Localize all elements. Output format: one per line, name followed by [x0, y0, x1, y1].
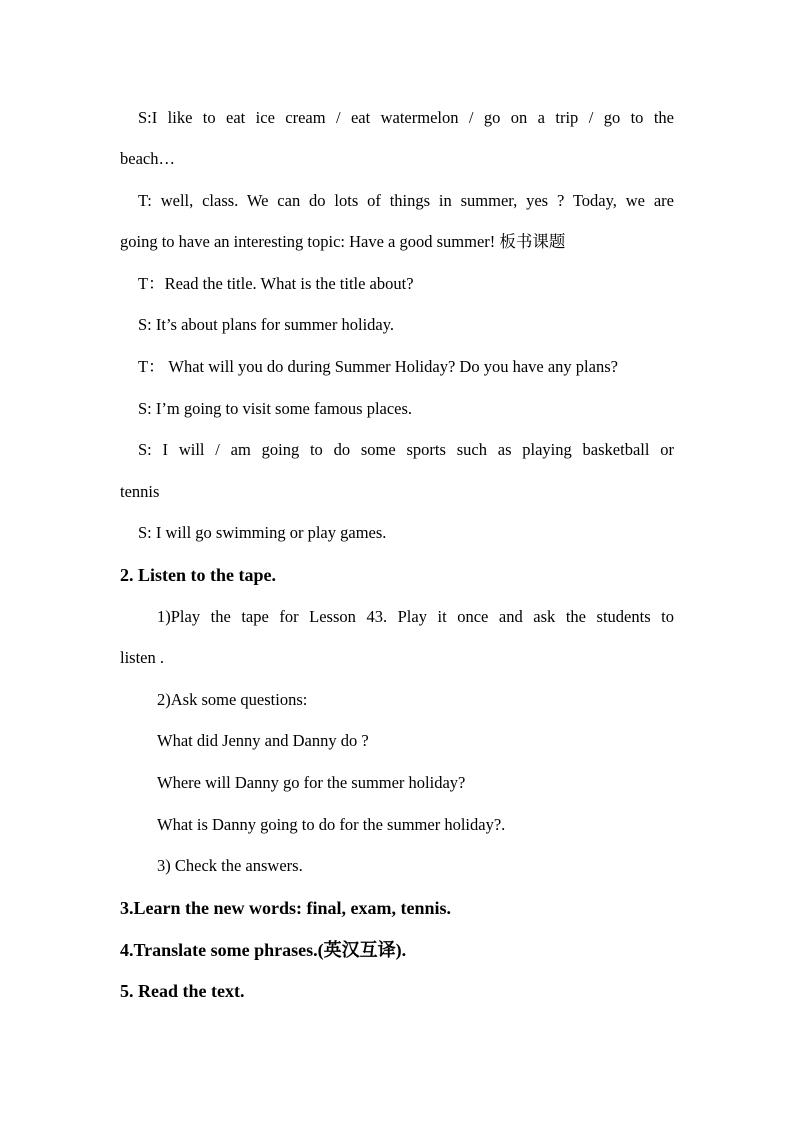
step-play-tape-continuation: listen .: [120, 648, 164, 667]
section-heading-read-text: 5. Read the text.: [120, 981, 245, 1001]
step-ask-questions: 2)Ask some questions:: [157, 690, 308, 709]
section-heading-listen: 2. Listen to the tape.: [120, 565, 276, 585]
dialogue-line-topic: going to have an interesting topic: Have a good summer! 板书课题: [120, 232, 566, 251]
step-check-answers: 3) Check the answers.: [157, 856, 303, 875]
step-play-tape: 1)Play the tape for Lesson 43. Play it once and ask the students to: [157, 607, 674, 626]
dialogue-line-sports: S: I will / am going to do some sports such as playing basketball or: [138, 440, 674, 459]
dialogue-line-sports-continuation: tennis: [120, 482, 160, 501]
dialogue-line-teacher-intro: T: well, class. We can do lots of things in summer, yes ? Today, we are: [138, 191, 674, 210]
question-where-danny: Where will Danny go for the summer holiday?: [157, 773, 466, 792]
dialogue-line-continuation: beach…: [120, 149, 175, 168]
section-heading-translate: 4.Translate some phrases.(英汉互译).: [120, 940, 407, 960]
dialogue-line-famous-places: S: I’m going to visit some famous places.: [138, 399, 413, 418]
dialogue-line-read-title: T：Read the title. What is the title about?: [138, 274, 414, 293]
dialogue-line-swimming: S: I will go swimming or play games.: [138, 523, 387, 542]
dialogue-line-title-answer: S: It’s about plans for summer holiday.: [138, 315, 395, 334]
dialogue-line-student-likes: S:I like to eat ice cream / eat watermelon / go on a trip / go to the: [138, 108, 674, 127]
question-jenny-danny: What did Jenny and Danny do ?: [157, 731, 369, 750]
section-heading-new-words: 3.Learn the new words: final, exam, tennis.: [120, 898, 451, 918]
question-what-danny: What is Danny going to do for the summer holiday?.: [157, 815, 506, 834]
dialogue-line-plans-question: T： What will you do during Summer Holiday? Do you have any plans?: [138, 357, 618, 376]
